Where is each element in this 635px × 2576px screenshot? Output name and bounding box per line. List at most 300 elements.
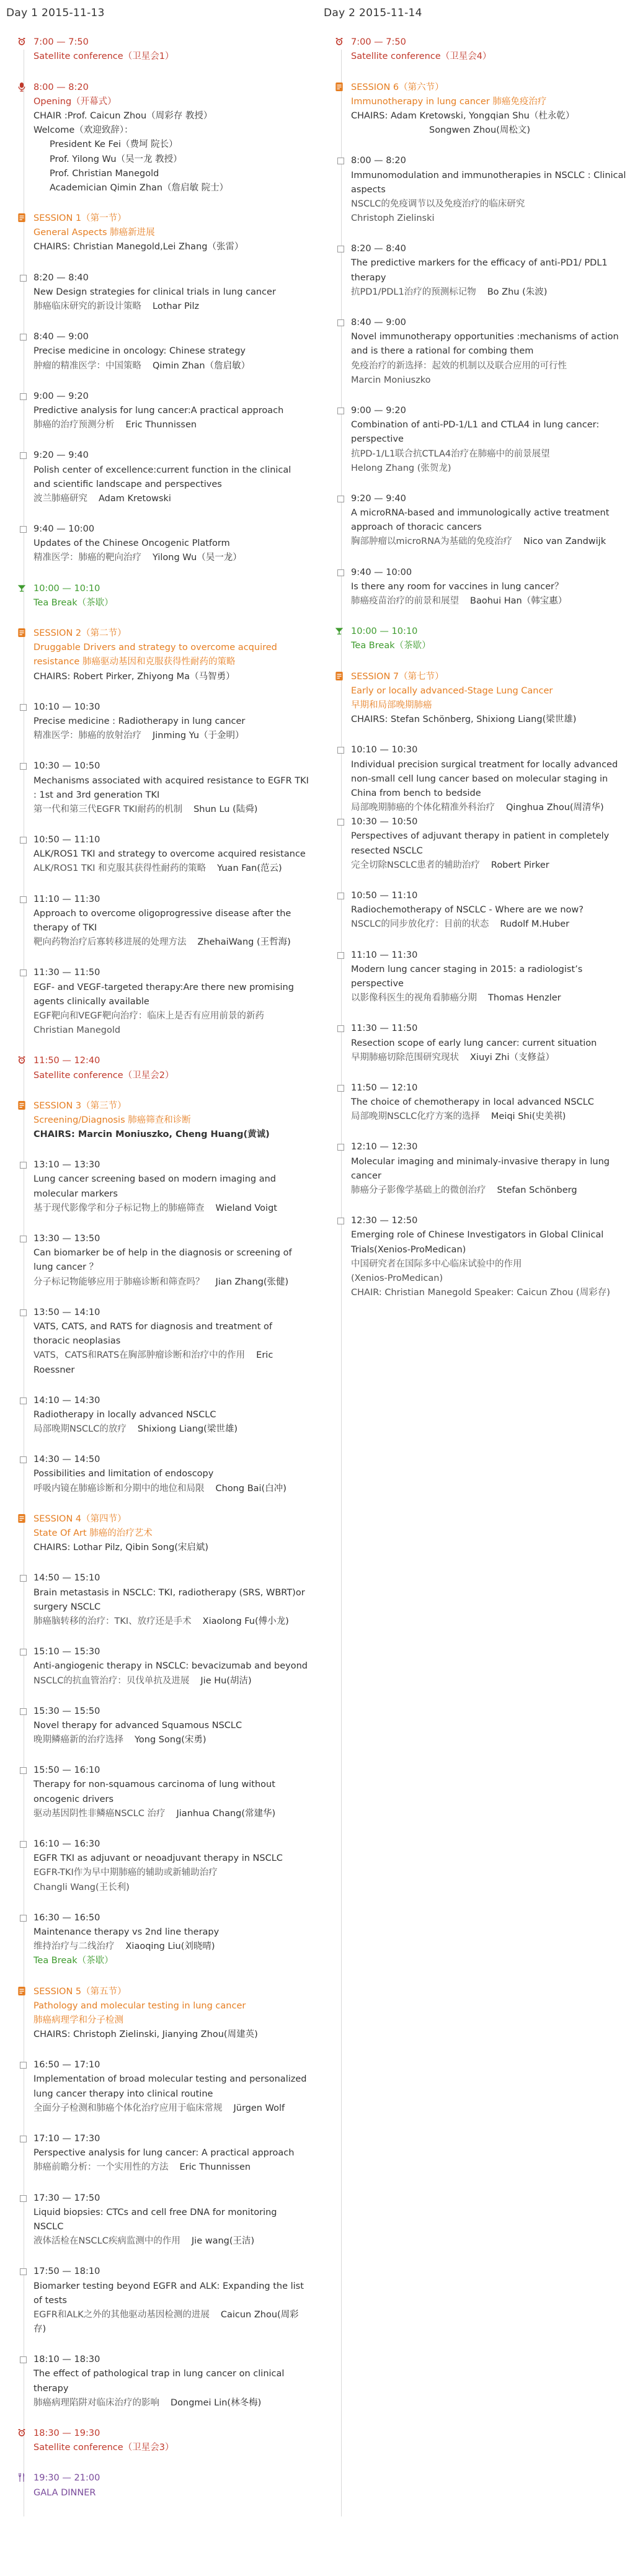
item-chair-speaker: CHAIR: Christian Manegold Speaker: Caicun Zhou (周彩存) xyxy=(351,1288,610,1298)
item-title: New Design strategies for clinical trials in lung cancer xyxy=(33,287,276,297)
item-title: Mechanisms associated with acquired resistance to EGFR TKI : 1st and 3rd generation TKI xyxy=(33,775,309,800)
plenary-item xyxy=(33,1054,309,1082)
item-speaker: Dongmei Lin(林冬梅) xyxy=(171,2397,262,2408)
document-icon xyxy=(17,1514,26,1523)
agenda-item[interactable] xyxy=(351,492,626,550)
clock-icon xyxy=(17,1056,26,1064)
item-speaker: Baohui Han（韩宝惠） xyxy=(470,596,567,606)
item-time: 9:40 — 10:00 xyxy=(351,567,412,577)
item-subtitle-zh: EGFR和ALK之外的其他驱动基因检测的进展 xyxy=(33,2309,210,2320)
item-subtitle-line xyxy=(351,359,626,373)
item-title: ALK/ROS1 TKI and strategy to overcome acquired resistance xyxy=(33,849,306,860)
item-title: Modern lung cancer staging in 2015: a radiologist’s perspective xyxy=(351,964,583,989)
item-speaker: Christoph Zielinski xyxy=(351,213,435,224)
welcome-speaker: Prof. Yilong Wu（吴一龙 教授） xyxy=(50,154,182,164)
checkbox-marker xyxy=(20,1575,27,1582)
agenda-item[interactable] xyxy=(33,1705,309,1748)
item-time: 15:30 — 15:50 xyxy=(33,1706,100,1716)
checkbox-marker xyxy=(20,2356,27,2363)
agenda-item[interactable] xyxy=(351,154,626,226)
item-subtitle-line xyxy=(351,535,626,549)
item-title: Resection scope of early lung cancer: current situation xyxy=(351,1038,597,1048)
item-title: The effect of pathological trap in lung cancer on clinical therapy xyxy=(33,2369,285,2394)
session-chairs: CHAIRS: Lothar Pilz, Qibin Song(宋启斌) xyxy=(33,1543,209,1553)
item-subtitle-line xyxy=(33,1615,309,1629)
item-subtitle-line xyxy=(33,1866,309,1880)
item-title: Novel immunotherapy opportunities :mechanisms of action and is there a rational for combing them xyxy=(351,332,619,357)
agenda-item[interactable] xyxy=(33,390,309,433)
item-speaker: Xiuyi Zhi（支修益） xyxy=(470,1052,555,1063)
item-speaker: Christian Manegold xyxy=(33,1025,121,1036)
item-subtitle-zh: EGF靶向和VEGF靶向治疗：临床上是否有应用前景的新药 xyxy=(33,1010,264,1021)
checkbox-marker xyxy=(20,1397,27,1404)
item-subtitle-line xyxy=(33,492,309,506)
agenda-item[interactable] xyxy=(33,1158,309,1216)
item-speaker: Jie wang(王洁) xyxy=(191,2236,255,2247)
checkbox-marker xyxy=(337,158,344,164)
agenda-item[interactable] xyxy=(33,1571,309,1629)
item-speaker: Thomas Henzler xyxy=(488,993,561,1004)
item-time: 11:50 — 12:40 xyxy=(33,1056,100,1066)
agenda-item[interactable] xyxy=(351,1214,626,1300)
gala-dinner xyxy=(33,2471,309,2500)
checkbox-marker xyxy=(20,1649,27,1656)
item-subtitle-line xyxy=(33,2396,309,2410)
agenda-item[interactable] xyxy=(33,1394,309,1437)
item-speaker: Chong Bai(白冲) xyxy=(215,1483,286,1494)
agenda-item[interactable] xyxy=(33,1837,309,1895)
item-subtitle-zh: 肺癌前瞻分析：一个实用性的方法 xyxy=(33,2162,169,2173)
item-speaker: Meiqi Shi(史美祺) xyxy=(491,1112,566,1122)
item-time: 17:10 — 17:30 xyxy=(33,2134,100,2144)
item-speaker: Helong Zhang (张贺龙) xyxy=(351,463,451,473)
item-subtitle-line xyxy=(33,1733,309,1747)
item-title: Possibilities and limitation of endoscopy xyxy=(33,1469,214,1479)
item-time: 14:50 — 15:10 xyxy=(33,1573,100,1584)
checkbox-marker xyxy=(20,1162,27,1169)
agenda-item[interactable] xyxy=(351,889,626,932)
plenary-item xyxy=(33,2427,309,2455)
item-title: Therapy for non-squamous carcinoma of lung without oncogenic drivers xyxy=(33,1780,275,1804)
item-subtitle-line xyxy=(351,1110,626,1124)
item-subtitle-line xyxy=(33,1422,309,1437)
item-title: Individual precision surgical treatment for locally advanced non-small cell lung cancer based on molecular staging in China from bench to bedside xyxy=(351,759,618,798)
item-subtitle-line xyxy=(351,991,626,1005)
item-speaker: Xiaolong Fu(傅小龙) xyxy=(202,1616,289,1626)
item-speaker: Jürgen Wolf xyxy=(233,2103,285,2113)
session-chairs: Welcome（欢迎致辞）： xyxy=(33,125,133,136)
item-time: 9:20 — 9:40 xyxy=(33,450,89,461)
item-time: 8:00 — 8:20 xyxy=(33,82,89,92)
agenda-item[interactable] xyxy=(351,743,626,815)
item-speaker: Jie Hu(胡洁) xyxy=(200,1675,252,1686)
item-time: 13:10 — 13:30 xyxy=(33,1160,100,1170)
item-subtitle-line xyxy=(33,1940,309,1954)
item-subtitle-line xyxy=(33,2234,309,2248)
item-time: 13:50 — 14:10 xyxy=(33,1307,100,1317)
session-header[interactable] xyxy=(33,1099,309,1143)
item-title: Satellite conference（卫星会1） xyxy=(33,51,174,62)
item-subtitle-zh: EGFR-TKI作为早中期肺癌的辅助或新辅助治疗 xyxy=(33,1868,218,1878)
item-time: 17:30 — 17:50 xyxy=(33,2193,100,2203)
item-title: Precise medicine in oncology: Chinese strategy xyxy=(33,346,246,357)
item-time: 16:50 — 17:10 xyxy=(33,2060,100,2070)
document-icon xyxy=(17,213,26,222)
item-subtitle-zh: 呼吸内镜在肺癌诊断和分期中的地位和局限 xyxy=(33,1483,205,1494)
item-subtitle-zh: 免疫治疗的新选择：起效的机制以及联合应用的可行性 xyxy=(351,360,567,371)
checkbox-marker xyxy=(20,1708,27,1715)
clock-icon xyxy=(335,37,344,46)
item-time: 16:30 — 16:50 xyxy=(33,1912,100,1923)
checkbox-marker xyxy=(20,1841,27,1848)
agenda-item[interactable] xyxy=(33,448,309,506)
item-subtitle-line xyxy=(351,1183,626,1198)
item-title: Opening（开幕式） xyxy=(33,96,117,107)
item-time: 18:30 — 19:30 xyxy=(33,2428,100,2438)
item-subtitle-line xyxy=(351,917,626,932)
item-time: 11:10 — 11:30 xyxy=(351,950,418,960)
item-title: Maintenance therapy vs 2nd line therapy xyxy=(33,1927,220,1937)
tea-break xyxy=(33,582,309,610)
session-number: SESSION 6（第六节） xyxy=(351,82,444,92)
agenda-item[interactable] xyxy=(33,2353,309,2410)
session-title: Immunotherapy in lung cancer 肺癌免疫治疗 xyxy=(351,96,547,107)
item-subtitle-zh: 液体活检在NSCLC疾病监测中的作用 xyxy=(33,2236,180,2247)
item-subtitle-line xyxy=(33,803,309,817)
checkbox-marker xyxy=(20,334,27,341)
item-subtitle-zh: 精准医学：肺癌的靶向治疗 xyxy=(33,553,141,563)
session-header[interactable] xyxy=(351,81,626,138)
item-title: EGF- and VEGF-targeted therapy:Are there new promising agents clinically available xyxy=(33,982,294,1007)
agenda-item[interactable] xyxy=(33,1911,309,1969)
agenda-item[interactable] xyxy=(33,2132,309,2175)
item-speaker: Shixiong Liang(梁世雄) xyxy=(137,1424,238,1435)
agenda-item[interactable] xyxy=(351,242,626,300)
item-subtitle-line xyxy=(351,285,626,300)
checkbox-marker xyxy=(20,1456,27,1463)
agenda-item[interactable] xyxy=(33,833,309,876)
session-title: General Aspects 肺癌新进展 xyxy=(33,228,155,238)
item-time: 7:00 — 7:50 xyxy=(351,37,406,48)
checkbox-marker xyxy=(337,1144,344,1151)
item-time: 8:40 — 9:00 xyxy=(33,332,89,342)
item-title: Liquid biopsies: CTCs and cell free DNA for monitoring NSCLC xyxy=(33,2207,277,2232)
welcome-speaker: President Ke Fei（费坷 院长） xyxy=(50,140,178,150)
session-header[interactable] xyxy=(33,212,309,255)
item-title: Implementation of broad molecular testing and personalized lung cancer therapy into clinical routine xyxy=(33,2074,307,2099)
checkbox-marker xyxy=(20,2195,27,2202)
item-speaker: Qinghua Zhou(周清华) xyxy=(506,803,604,813)
item-time: 12:10 — 12:30 xyxy=(351,1142,418,1152)
item-subtitle-zh: 早期肺癌切除范围研究现状 xyxy=(351,1052,459,1063)
agenda-item[interactable] xyxy=(351,815,626,873)
document-icon xyxy=(17,1101,26,1110)
checkbox-marker xyxy=(20,452,27,459)
checkbox-marker xyxy=(20,2268,27,2275)
checkbox-marker xyxy=(337,408,344,414)
item-subtitle-zh: 靶向药物治疗后寡转移进展的处理方法 xyxy=(33,937,187,948)
session-number: SESSION 3（第三节） xyxy=(33,1100,127,1111)
item-subtitle-line xyxy=(33,729,309,743)
item-time: 10:30 — 10:50 xyxy=(33,761,100,772)
item-time: 14:30 — 14:50 xyxy=(33,1455,100,1465)
checkbox-marker xyxy=(20,763,27,770)
item-subtitle-line xyxy=(351,594,626,608)
session-chairs: CHAIRS: Adam Kretowski, Yongqian Shu（杜永乾） xyxy=(351,110,575,121)
agenda-item[interactable] xyxy=(33,2191,309,2249)
agenda-item[interactable] xyxy=(33,1453,309,1496)
item-subtitle-line xyxy=(351,447,626,461)
session-title: 早期和局部晚期肺癌 xyxy=(351,700,432,710)
session-title: Screening/Diagnosis 肺癌筛查和诊断 xyxy=(33,1115,191,1125)
item-subtitle-line xyxy=(33,1482,309,1496)
checkbox-marker xyxy=(20,704,27,711)
session-title: Druggable Drivers and strategy to overcome acquired resistance 肺癌驱动基因和克服获得性耐药的策略 xyxy=(33,643,277,667)
item-title: Satellite conference（卫星会2） xyxy=(33,1070,174,1081)
tea-break xyxy=(351,625,626,653)
item-title: A microRNA-based and immunologically active treatment approach of thoracic cancers xyxy=(351,508,610,533)
item-title: The predictive markers for the efficacy of anti-PD1/ PDL1 therapy xyxy=(351,258,608,283)
item-speaker: Shun Lu (陆舜) xyxy=(193,804,258,814)
item-subtitle-zh: 肺癌的治疗预测分析 xyxy=(33,420,115,430)
session-title: Pathology and molecular testing in lung cancer xyxy=(33,2000,246,2011)
item-title: Immunomodulation and immunotherapies in NSCLC : Clinical aspects xyxy=(351,170,626,195)
item-speaker: Eric Roessner xyxy=(33,1350,273,1375)
checkbox-marker xyxy=(20,1236,27,1242)
item-subtitle-line xyxy=(33,2308,309,2337)
item-title: Emerging role of Chinese Investigators in Global Clinical Trials(Xenios-ProMedican) xyxy=(351,1230,604,1255)
item-time: 11:30 — 11:50 xyxy=(33,968,100,978)
item-time: 8:00 — 8:20 xyxy=(351,156,406,166)
item-title: Approach to overcome oligoprogressive disease after the therapy of TKI xyxy=(33,908,291,933)
item-subtitle-zh: 局部晚期肺癌的个体化精准外科治疗 xyxy=(351,803,495,813)
item-title: Combination of anti-PD-1/L1 and CTLA4 in lung cancer: perspective xyxy=(351,420,600,445)
item-title: EGFR TKI as adjuvant or neoadjuvant therapy in NSCLC xyxy=(33,1853,283,1864)
agenda-item[interactable] xyxy=(351,566,626,609)
item-subtitle-line xyxy=(33,2101,309,2116)
session-number: SESSION 5（第五节） xyxy=(33,1986,127,1997)
session-chairs: CHAIRS: Christoph Zielinski, Jianying Zhou(周建英) xyxy=(33,2030,258,2040)
checkbox-marker xyxy=(337,747,344,754)
item-time: 15:10 — 15:30 xyxy=(33,1647,100,1657)
session-number: SESSION 1（第一节） xyxy=(33,213,127,224)
item-subtitle-zh: NSCLC的同步放化疗：目前的状态 xyxy=(351,919,489,930)
item-speaker: (Xenios-ProMedican) xyxy=(351,1273,443,1283)
item-speaker: Jinming Yu（于金明） xyxy=(153,731,244,741)
session-header[interactable] xyxy=(33,1985,309,2043)
checkbox-marker xyxy=(20,526,27,533)
item-time: 10:30 — 10:50 xyxy=(351,817,418,827)
fork-icon xyxy=(17,2473,26,2482)
session-chairs-cont: Songwen Zhou(周松文) xyxy=(429,125,531,136)
item-time: 15:50 — 16:10 xyxy=(33,1765,100,1776)
item-subtitle-zh: 肺癌临床研究的新设计策略 xyxy=(33,301,141,311)
item-subtitle-line xyxy=(351,858,626,873)
item-subtitle-line xyxy=(33,551,309,565)
agenda-item[interactable] xyxy=(351,1022,626,1065)
session-header[interactable] xyxy=(351,670,626,728)
agenda-item[interactable] xyxy=(33,759,309,817)
agenda-item[interactable] xyxy=(351,1081,626,1125)
document-icon xyxy=(17,628,26,637)
item-subtitle-zh: 肺癌病理陷阱对临床治疗的影响 xyxy=(33,2397,159,2408)
item-time: 8:20 — 8:40 xyxy=(351,244,406,254)
item-title: Polish center of excellence:current function in the clinical and scientific landscape and perspectives xyxy=(33,465,291,489)
agenda-item[interactable] xyxy=(33,893,309,950)
item-speaker: Yuan Fan(范云) xyxy=(217,863,282,874)
item-speaker: ZhehaiWang (王哲海) xyxy=(197,937,291,948)
agenda-item[interactable] xyxy=(33,2265,309,2337)
item-subtitle-line xyxy=(351,1257,626,1272)
document-icon xyxy=(335,82,344,91)
checkbox-marker xyxy=(337,1085,344,1092)
item-time: 17:50 — 18:10 xyxy=(33,2266,100,2277)
checkbox-marker xyxy=(20,1309,27,1316)
item-title: Perspective analysis for lung cancer: A practical approach xyxy=(33,2148,295,2159)
item-title: Precise medicine : Radiotherapy in lung cancer xyxy=(33,716,246,726)
item-title: Can biomarker be of help in the diagnosis or screening of lung cancer ？ xyxy=(33,1248,292,1273)
agenda-item[interactable] xyxy=(33,966,309,1038)
checkbox-marker xyxy=(20,837,27,844)
checkbox-marker xyxy=(337,1218,344,1224)
item-subtitle-zh: 肺癌脑转移的治疗：TKI、放疗还是手术 xyxy=(33,1616,192,1626)
item-subtitle-zh: 分子标记物能够应用于肺癌诊断和筛查吗？ xyxy=(33,1277,205,1287)
item-subtitle-zh: 胸部肿瘤以microRNA为基础的免疫治疗 xyxy=(351,537,512,547)
item-speaker: Marcin Moniuszko xyxy=(351,375,431,385)
item-time: 10:00 — 10:10 xyxy=(33,583,100,594)
item-subtitle-zh: 中国研究者在国际多中心临床试验中的作用 xyxy=(351,1259,522,1269)
checkbox-marker xyxy=(337,952,344,959)
checkbox-marker xyxy=(337,1025,344,1032)
checkbox-marker xyxy=(20,275,27,282)
item-speaker: Yilong Wu（吴一龙） xyxy=(153,553,242,563)
item-subtitle-line xyxy=(33,1348,309,1377)
item-speaker: Rudolf M.Huber xyxy=(500,919,570,930)
checkbox-marker xyxy=(20,2062,27,2069)
session-chairs: CHAIRS: Stefan Schönberg, Shixiong Liang(梁世雄) xyxy=(351,715,577,725)
agenda-item[interactable] xyxy=(33,2058,309,2116)
item-title: Novel therapy for advanced Squamous NSCLC xyxy=(33,1720,242,1731)
item-time: 9:00 — 9:20 xyxy=(33,391,89,401)
item-subtitle-line xyxy=(33,1807,309,1821)
item-subtitle-zh: 晚期鳞癌新的治疗选择 xyxy=(33,1735,123,1745)
day-1-column xyxy=(0,5,318,2516)
item-title: Biomarker testing beyond EGFR and ALK: Expanding the list of tests xyxy=(33,2281,304,2306)
item-title: Molecular imaging and minimaly-invasive therapy in lung cancer xyxy=(351,1156,610,1181)
agenda-item[interactable] xyxy=(33,522,309,566)
item-subtitle-zh: 第一代和第三代EGFR TKI耐药的机制 xyxy=(33,804,183,814)
agenda-item[interactable] xyxy=(33,700,309,744)
agenda-item[interactable] xyxy=(33,1645,309,1688)
clock-icon xyxy=(17,37,26,46)
item-title: Satellite conference（卫星会3） xyxy=(33,2443,174,2453)
item-subtitle-zh: 肺癌分子影像学基础上的微创治疗 xyxy=(351,1185,486,1195)
item-speaker: Yong Song(宋勇) xyxy=(135,1735,206,1745)
item-time: 11:10 — 11:30 xyxy=(33,894,100,904)
item-time: 8:20 — 8:40 xyxy=(33,272,89,283)
item-time: 8:40 — 9:00 xyxy=(351,318,406,328)
agenda-item[interactable] xyxy=(33,1306,309,1378)
item-subtitle-zh: 局部晚期NSCLC的放疗 xyxy=(33,1424,127,1435)
item-title: GALA DINNER xyxy=(33,2487,96,2498)
item-time: 10:10 — 10:30 xyxy=(33,702,100,712)
item-time: 10:00 — 10:10 xyxy=(351,626,418,637)
day-2-column xyxy=(318,5,635,2516)
item-subtitle-line xyxy=(33,1009,309,1023)
item-subtitle-zh: 抗PD-1/L1联合抗CTLA4治疗在肺癌中的前景展望 xyxy=(351,448,550,459)
item-speaker: Robert Pirker xyxy=(491,860,549,870)
checkbox-marker xyxy=(337,496,344,502)
session-chairs: CHAIR :Prof. Caicun Zhou（周彩存 教授） xyxy=(33,110,213,121)
checkbox-marker xyxy=(20,2136,27,2142)
item-subtitle-zh: 基于现代影像学和分子标记物上的肺癌筛查 xyxy=(33,1203,205,1213)
item-speaker: Adam Kretowski xyxy=(99,493,171,504)
item-speaker: Lothar Pilz xyxy=(153,301,200,311)
item-subtitle-zh: 肿瘤的精准医学：中国策略 xyxy=(33,360,141,371)
item-subtitle-zh: 完全切除NSCLC患者的辅助治疗 xyxy=(351,860,480,870)
item-speaker: Qimin Zhan（詹启敏） xyxy=(153,360,251,371)
agenda-item[interactable] xyxy=(351,948,626,1006)
cup-icon xyxy=(335,626,344,635)
item-subtitle-line xyxy=(351,197,626,212)
checkbox-marker xyxy=(337,246,344,252)
item-subtitle-zh: 局部晚期NSCLC化疗方案的选择 xyxy=(351,1112,480,1122)
agenda-item[interactable] xyxy=(33,1763,309,1821)
session-title: Early or locally advanced-Stage Lung Cancer xyxy=(351,685,553,696)
agenda-item[interactable] xyxy=(33,1232,309,1290)
checkbox-marker xyxy=(337,819,344,826)
session-header[interactable] xyxy=(33,1512,309,1556)
item-subtitle-zh: 以影像科医生的视角看肺癌分期 xyxy=(351,993,477,1004)
item-subtitle-zh: NSCLC的抗血管治疗：贝伐单抗及进展 xyxy=(33,1675,190,1686)
item-subtitle-zh: 精准医学：肺癌的放射治疗 xyxy=(33,731,141,741)
item-speaker: Jianhua Chang(常建华) xyxy=(176,1808,276,1819)
item-speaker: Xiaoqing Liu(刘晓晴) xyxy=(125,1941,215,1952)
item-title: Tea Break（茶歇） xyxy=(351,641,431,651)
item-title: Updates of the Chinese Oncogenic Platform xyxy=(33,538,230,549)
item-time: 10:50 — 11:10 xyxy=(351,891,418,901)
item-title: Is there any room for vaccines in lung cancer？ xyxy=(351,581,564,592)
item-title: Satellite conference（卫星会4） xyxy=(351,51,492,62)
checkbox-marker xyxy=(20,1767,27,1774)
item-subtitle-line xyxy=(33,418,309,432)
day-title: Day 1 2015-11-13 xyxy=(6,7,105,19)
item-subtitle-line xyxy=(33,2160,309,2175)
item-speaker: Bo Zhu (朱波) xyxy=(487,287,548,297)
welcome-speaker: Academician Qimin Zhan（詹启敏 院士） xyxy=(50,182,229,193)
item-subtitle-line xyxy=(33,935,309,950)
item-time: 19:30 — 21:00 xyxy=(33,2473,100,2484)
agenda-item[interactable] xyxy=(33,330,309,373)
item-speaker: Caicun Zhou(周彩存) xyxy=(33,2309,299,2335)
checkbox-marker xyxy=(337,319,344,326)
item-title: Lung cancer screening based on modern imaging and molecular markers xyxy=(33,1174,276,1199)
agenda-item[interactable] xyxy=(351,404,626,476)
item-subtitle-zh: 肺癌疫苗治疗的前景和展望 xyxy=(351,596,459,606)
session-header[interactable] xyxy=(33,626,309,684)
item-title: Brain metastasis in NSCLC: TKI, radiotherapy (SRS, WBRT)or surgery NSCLC xyxy=(33,1587,305,1612)
agenda-item[interactable] xyxy=(351,1140,626,1198)
item-speaker: Eric Thunnissen xyxy=(125,420,197,430)
item-subtitle-zh: 驱动基因阴性非鳞癌NSCLC 治疗 xyxy=(33,1808,166,1819)
session-chairs: CHAIRS: Robert Pirker, Zhiyong Ma（马智勇） xyxy=(33,671,235,682)
item-time: 10:50 — 11:10 xyxy=(33,835,100,845)
agenda-item[interactable] xyxy=(351,316,626,388)
session-chairs: CHAIRS: Marcin Moniuszko, Cheng Huang(黄诚) xyxy=(33,1130,270,1140)
item-subtitle-line xyxy=(33,1674,309,1688)
agenda-item[interactable] xyxy=(33,271,309,314)
document-icon xyxy=(335,672,344,680)
